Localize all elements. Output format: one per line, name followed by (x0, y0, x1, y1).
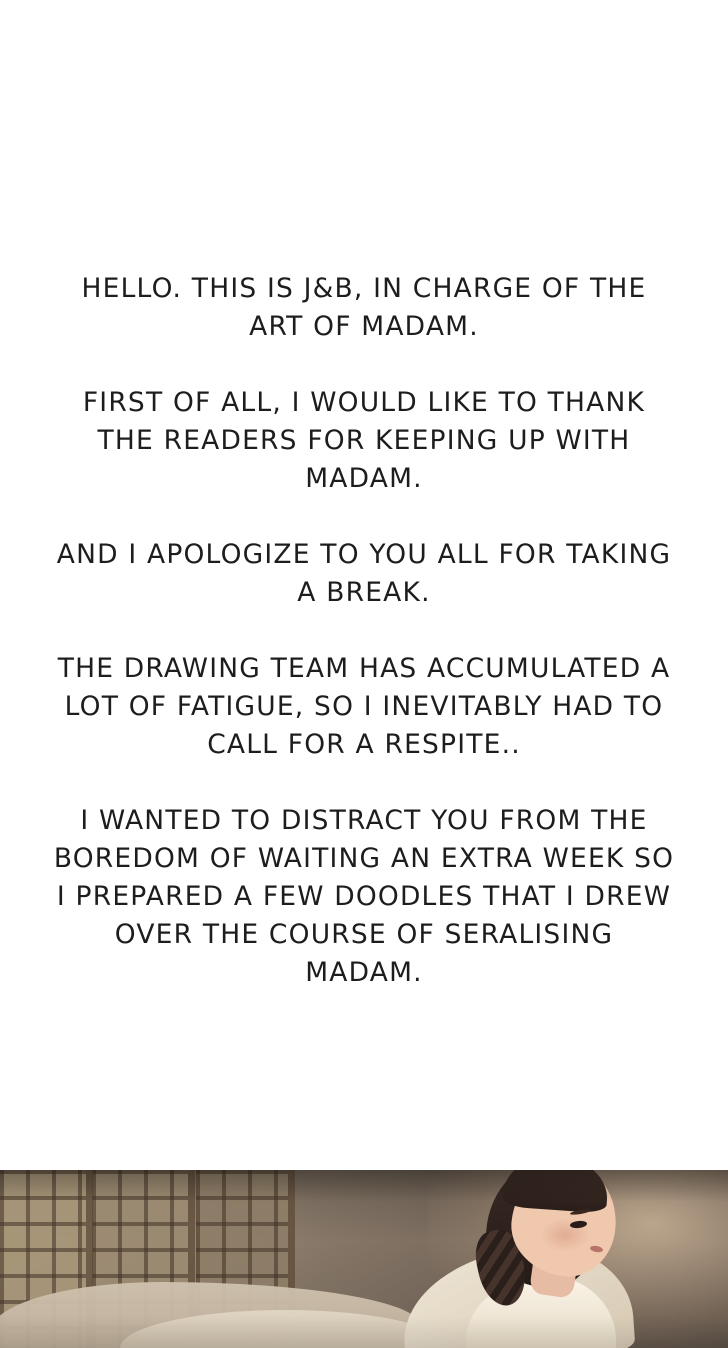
illustration-panel (0, 1170, 728, 1348)
note-paragraph-3: AND I APOLOGIZE TO YOU ALL FOR TAKING A BREAK. (56, 539, 672, 608)
note-paragraph-2: FIRST OF ALL, I WOULD LIKE TO THANK THE READERS FOR KEEPING UP WITH MADAM. (82, 387, 646, 494)
note-paragraph-1: HELLO. THIS IS J&B, IN CHARGE OF THE ART OF MADAM. (81, 273, 647, 342)
note-paragraph-4: THE DRAWING TEAM HAS ACCUMULATED A LOT OF FATIGUE, SO I INEVITABLY HAD TO CALL FOR A RESPITE.. (57, 653, 671, 760)
woman-figure (420, 1170, 670, 1348)
authors-note (0, 270, 728, 992)
note-paragraph-5: I WANTED TO DISTRACT YOU FROM THE BOREDOM OF WAITING AN EXTRA WEEK SO I PREPARED A FEW DOODLES THAT I DREW OVER THE COURSE OF SERALISING MADAM. (53, 805, 675, 988)
